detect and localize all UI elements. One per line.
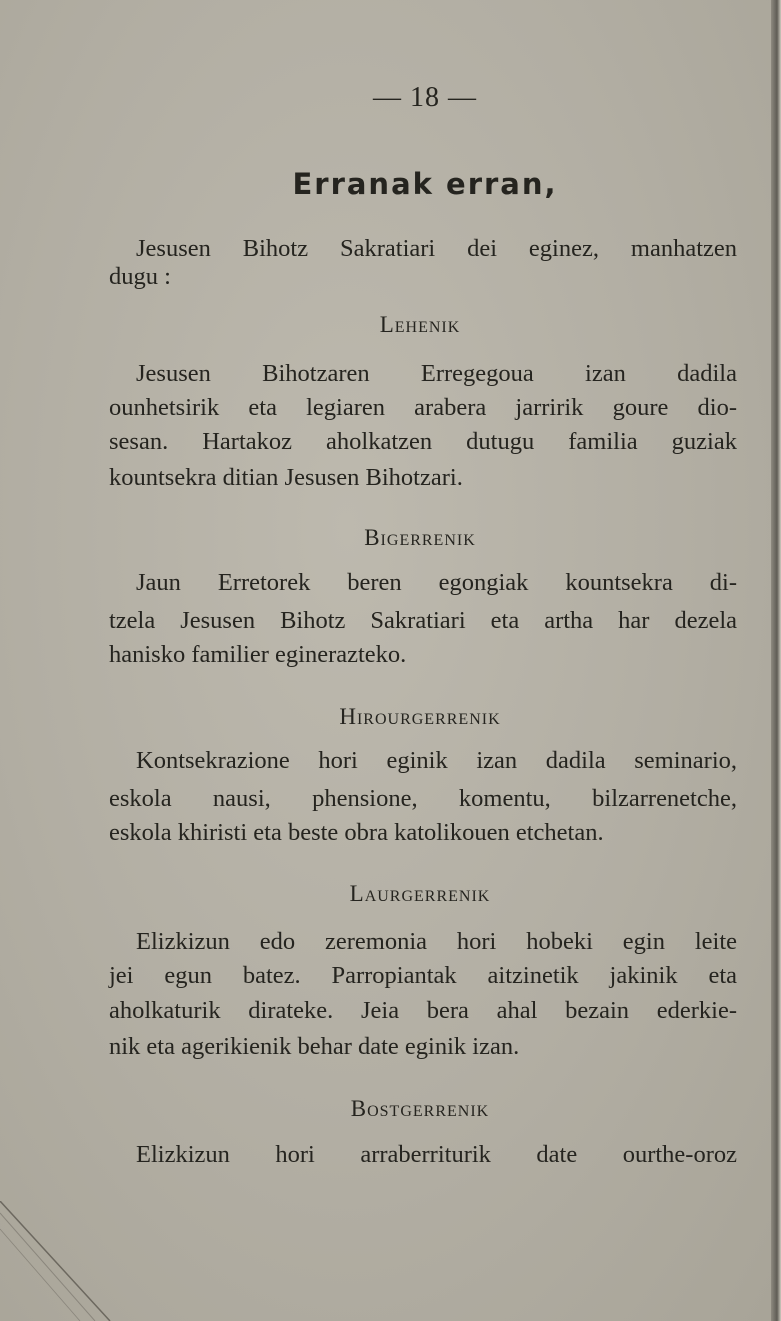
paragraph-line: Jesusen Bihotz Sakratiari dei eginez, manhatzen bbox=[136, 235, 737, 262]
paragraph-line: Kontsekrazione hori eginik izan dadila seminario, bbox=[136, 747, 737, 774]
page-fold-crease bbox=[0, 1201, 140, 1321]
paragraph-line: nik eta agerikienik behar date eginik izan. bbox=[109, 1033, 520, 1060]
paragraph-line: aholkaturik dirateke. Jeia bera ahal bezain ederkie- bbox=[109, 997, 737, 1024]
paragraph-line: hanisko familier eginerazteko. bbox=[109, 641, 407, 668]
paragraph-line: tzela Jesusen Bihotz Sakratiari eta artha har dezela bbox=[109, 607, 737, 634]
section-heading: Hirourgerrenik bbox=[339, 704, 501, 729]
page-title: Erranak erran, bbox=[292, 167, 558, 201]
paragraph-line: sesan. Hartakoz aholkatzen dutugu familia guziak bbox=[109, 428, 737, 455]
paragraph-line: Elizkizun hori arraberriturik date ourthe-oroz bbox=[136, 1141, 737, 1168]
page-number: — 18 — bbox=[373, 82, 477, 113]
paragraph-line: eskola khiristi eta beste obra katolikouen etchetan. bbox=[109, 819, 604, 846]
section-heading: Bostgerrenik bbox=[350, 1096, 490, 1121]
paragraph-line: kountsekra ditian Jesusen Bihotzari. bbox=[109, 464, 463, 491]
paragraph-line: Jesusen Bihotzaren Erregegoua izan dadila bbox=[136, 360, 737, 387]
paragraph-line: dugu : bbox=[109, 263, 171, 290]
section-heading: Laurgerrenik bbox=[349, 881, 491, 906]
paragraph-line: Jaun Erretorek beren egongiak kountsekra di- bbox=[136, 569, 737, 596]
section-heading: Bigerrenik bbox=[364, 525, 476, 550]
paragraph-line: eskola nausi, phensione, komentu, bilzarrenetche, bbox=[109, 785, 737, 812]
paragraph-line: Elizkizun edo zeremonia hori hobeki egin leite bbox=[136, 928, 737, 955]
paragraph-line: ounhetsirik eta legiaren arabera jarririk goure dio- bbox=[109, 394, 737, 421]
section-heading: Lehenik bbox=[379, 312, 461, 337]
paragraph-line: jei egun batez. Parropiantak aitzinetik jakinik eta bbox=[109, 962, 737, 989]
page-edge bbox=[771, 0, 781, 1321]
